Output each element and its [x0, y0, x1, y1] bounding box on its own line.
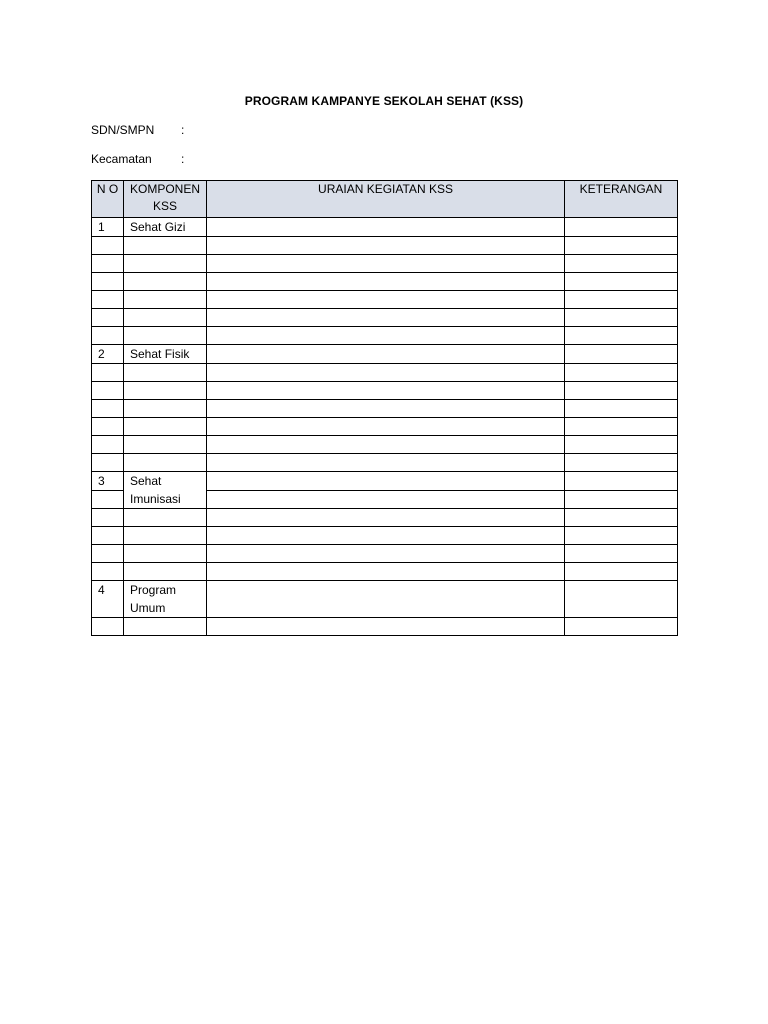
cell-no — [92, 400, 124, 418]
cell-uraian[interactable] — [207, 527, 565, 545]
kss-program-table — [91, 180, 678, 636]
cell-uraian[interactable] — [207, 581, 565, 618]
table-row — [92, 273, 678, 291]
cell-uraian[interactable] — [207, 291, 565, 309]
table-row — [92, 418, 678, 436]
cell-uraian[interactable] — [207, 618, 565, 636]
cell-uraian[interactable] — [207, 327, 565, 345]
table-row — [92, 472, 678, 491]
cell-komponen — [124, 418, 207, 436]
cell-no — [92, 491, 124, 509]
table-row — [92, 291, 678, 309]
cell-no — [92, 527, 124, 545]
cell-uraian[interactable] — [207, 472, 565, 491]
cell-no — [92, 327, 124, 345]
cell-keterangan[interactable] — [565, 527, 678, 545]
cell-komponen: Sehat Fisik — [124, 345, 207, 364]
cell-uraian[interactable] — [207, 218, 565, 237]
cell-komponen — [124, 436, 207, 454]
cell-komponen — [124, 327, 207, 345]
cell-no — [92, 436, 124, 454]
sdn-smpn-label: SDN/SMPN — [91, 123, 155, 137]
table-row — [92, 309, 678, 327]
cell-keterangan[interactable] — [565, 255, 678, 273]
table-row — [92, 327, 678, 345]
header-keterangan: KETERANGAN — [565, 181, 678, 218]
cell-keterangan[interactable] — [565, 400, 678, 418]
cell-komponen — [124, 545, 207, 563]
cell-komponen — [124, 273, 207, 291]
cell-keterangan[interactable] — [565, 436, 678, 454]
cell-komponen — [124, 364, 207, 382]
cell-komponen — [124, 527, 207, 545]
cell-keterangan[interactable] — [565, 382, 678, 400]
cell-no — [92, 291, 124, 309]
cell-uraian[interactable] — [207, 309, 565, 327]
sdn-smpn-field — [91, 123, 184, 137]
cell-uraian[interactable] — [207, 400, 565, 418]
sdn-smpn-separator: : — [181, 123, 185, 137]
cell-komponen — [124, 400, 207, 418]
cell-komponen — [124, 618, 207, 636]
cell-keterangan[interactable] — [565, 545, 678, 563]
header-komponen: KOMPONEN KSS — [124, 181, 207, 218]
cell-keterangan[interactable] — [565, 309, 678, 327]
table-row — [92, 454, 678, 472]
cell-uraian[interactable] — [207, 364, 565, 382]
cell-no — [92, 364, 124, 382]
cell-komponen — [124, 563, 207, 581]
cell-no — [92, 563, 124, 581]
cell-komponen: Sehat Imunisasi — [124, 472, 207, 509]
cell-no — [92, 273, 124, 291]
table-row — [92, 509, 678, 527]
cell-keterangan[interactable] — [565, 218, 678, 237]
kecamatan-separator: : — [181, 152, 185, 166]
table-row — [92, 563, 678, 581]
cell-uraian[interactable] — [207, 436, 565, 454]
table-row — [92, 436, 678, 454]
table-row — [92, 255, 678, 273]
kecamatan-field — [91, 152, 184, 166]
cell-keterangan[interactable] — [565, 563, 678, 581]
cell-uraian[interactable] — [207, 491, 565, 509]
page-title: PROGRAM KAMPANYE SEKOLAH SEHAT (KSS) — [244, 94, 524, 108]
cell-no: 1 — [92, 218, 124, 237]
table-row — [92, 400, 678, 418]
cell-no — [92, 382, 124, 400]
cell-komponen: Program Umum — [124, 581, 207, 618]
table-row — [92, 382, 678, 400]
table-row — [92, 527, 678, 545]
cell-no — [92, 255, 124, 273]
header-no: N O — [92, 181, 124, 218]
cell-no — [92, 545, 124, 563]
cell-no — [92, 454, 124, 472]
cell-no — [92, 309, 124, 327]
cell-uraian[interactable] — [207, 345, 565, 364]
cell-keterangan[interactable] — [565, 472, 678, 491]
cell-keterangan[interactable] — [565, 327, 678, 345]
cell-uraian[interactable] — [207, 255, 565, 273]
cell-keterangan[interactable] — [565, 418, 678, 436]
table-header-row — [92, 181, 678, 218]
cell-komponen — [124, 237, 207, 255]
cell-uraian[interactable] — [207, 509, 565, 527]
cell-no: 2 — [92, 345, 124, 364]
cell-no — [92, 237, 124, 255]
table-row — [92, 345, 678, 364]
cell-komponen — [124, 255, 207, 273]
cell-komponen — [124, 382, 207, 400]
cell-komponen — [124, 309, 207, 327]
cell-keterangan[interactable] — [565, 291, 678, 309]
cell-uraian[interactable] — [207, 545, 565, 563]
cell-no — [92, 509, 124, 527]
cell-keterangan[interactable] — [565, 237, 678, 255]
cell-uraian[interactable] — [207, 273, 565, 291]
table-row — [92, 581, 678, 618]
table-row — [92, 237, 678, 255]
cell-uraian[interactable] — [207, 382, 565, 400]
cell-komponen — [124, 454, 207, 472]
cell-no: 4 — [92, 581, 124, 618]
cell-keterangan[interactable] — [565, 509, 678, 527]
cell-keterangan[interactable] — [565, 491, 678, 509]
cell-uraian[interactable] — [207, 563, 565, 581]
cell-keterangan[interactable] — [565, 454, 678, 472]
cell-no: 3 — [92, 472, 124, 491]
cell-keterangan[interactable] — [565, 345, 678, 364]
cell-no — [92, 418, 124, 436]
header-uraian: URAIAN KEGIATAN KSS — [207, 181, 565, 218]
cell-komponen: Sehat Gizi — [124, 218, 207, 237]
cell-keterangan[interactable] — [565, 364, 678, 382]
cell-keterangan[interactable] — [565, 581, 678, 618]
cell-no — [92, 618, 124, 636]
cell-keterangan[interactable] — [565, 273, 678, 291]
table-row — [92, 545, 678, 563]
cell-uraian[interactable] — [207, 418, 565, 436]
cell-uraian[interactable] — [207, 454, 565, 472]
table-row — [92, 618, 678, 636]
cell-keterangan[interactable] — [565, 618, 678, 636]
kecamatan-label: Kecamatan — [91, 152, 152, 166]
table-row — [92, 364, 678, 382]
cell-komponen — [124, 291, 207, 309]
cell-komponen — [124, 509, 207, 527]
cell-uraian[interactable] — [207, 237, 565, 255]
table-row — [92, 218, 678, 237]
